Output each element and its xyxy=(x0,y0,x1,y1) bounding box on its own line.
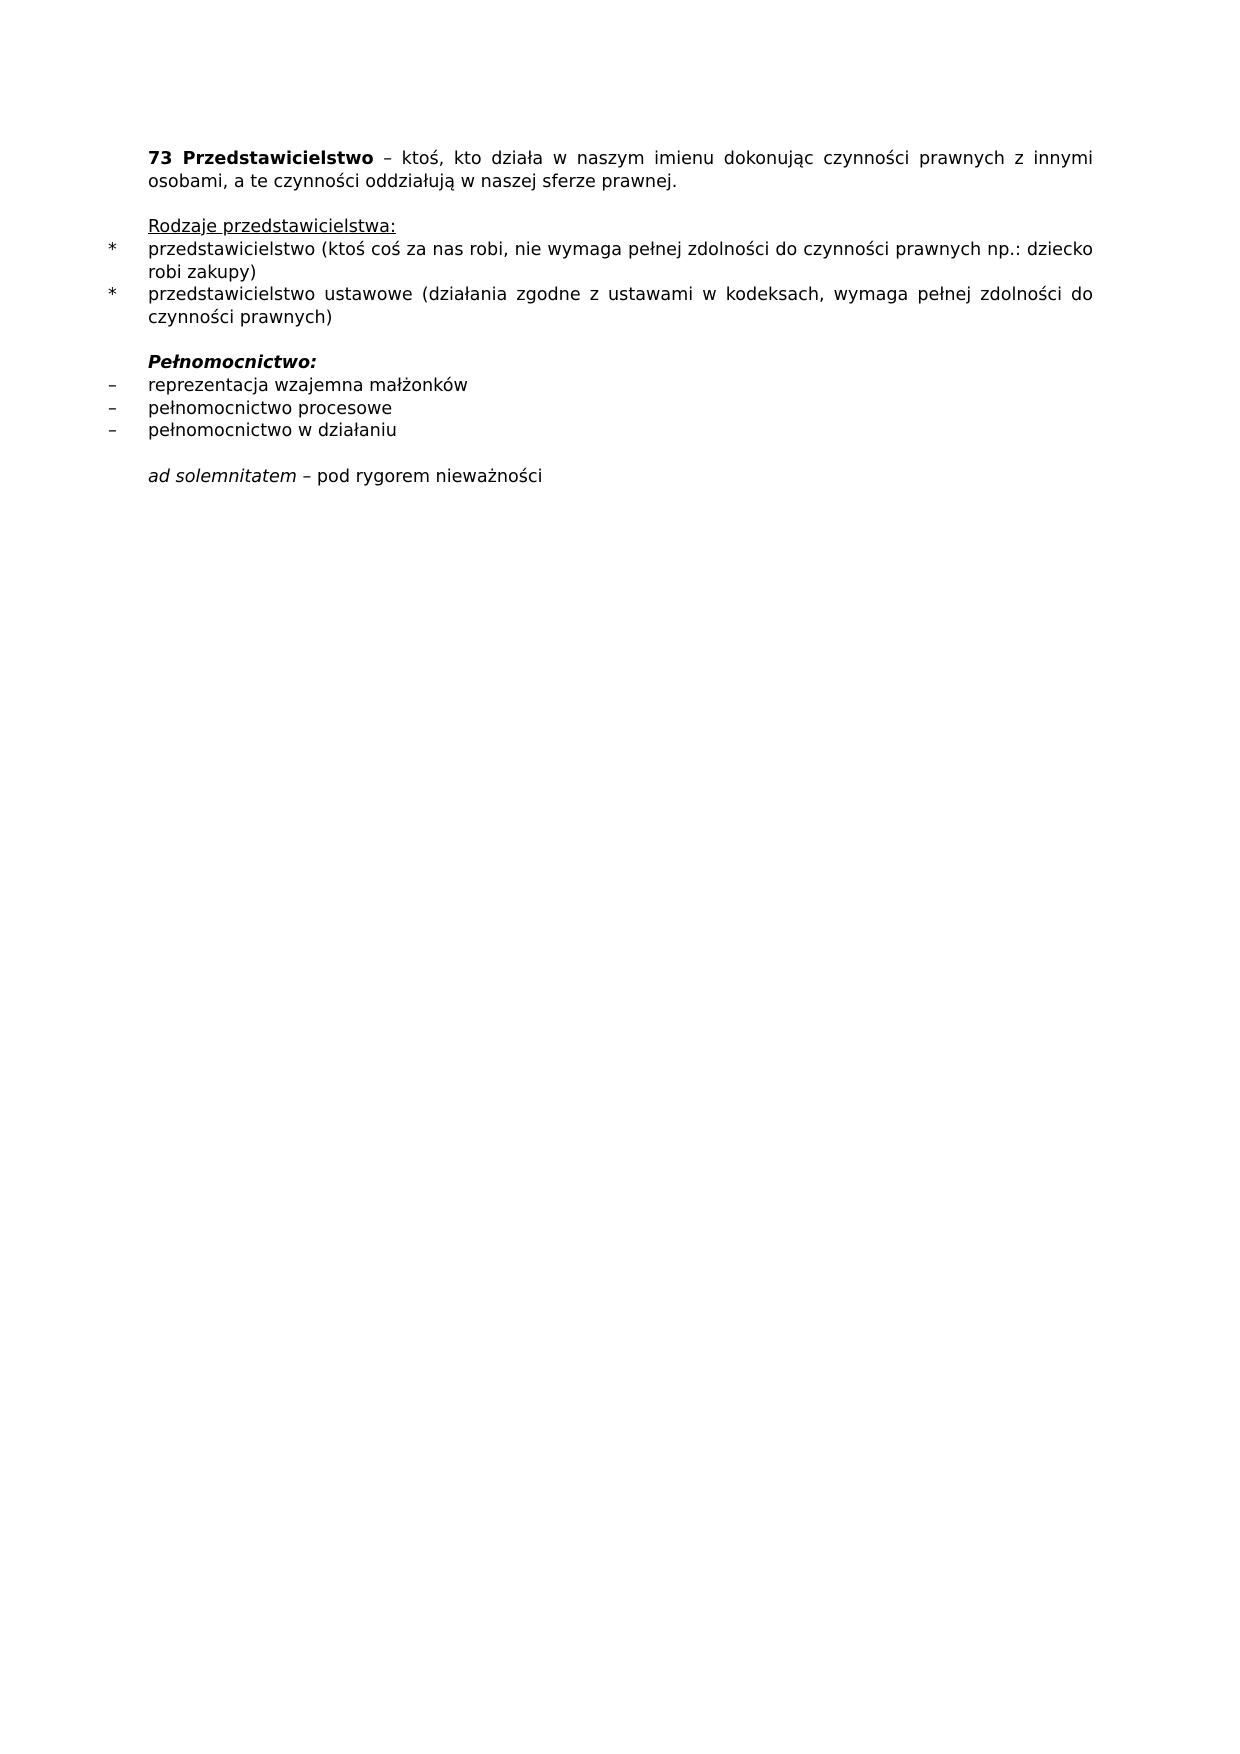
power-of-attorney-heading: Pełnomocnictwo: xyxy=(148,353,318,373)
dash-bullet-icon: – xyxy=(108,376,117,396)
list-item-text: reprezentacja wzajemna małżonków xyxy=(148,376,468,396)
list-item-text: przedstawicielstwo (ktoś coś za nas robi, nie wymaga pełnej zdolności do czynności prawnych np.: dziecko robi zakupy) xyxy=(148,240,1093,283)
list-item xyxy=(0,239,1240,284)
intro-text: ktoś, kto działa w naszym imienu dokonując czynności prawnych z innymi osobami, a te czynności oddziałują w naszej sferze prawnej. xyxy=(148,149,1094,192)
title-separator: – xyxy=(373,149,402,169)
power-of-attorney-list xyxy=(0,375,1240,443)
intro-paragraph xyxy=(148,148,1093,193)
latin-term-definition xyxy=(148,466,542,489)
dash-bullet-icon: – xyxy=(108,421,117,442)
term-definition: pod rygorem nieważności xyxy=(316,467,543,487)
list-item-text: pełnomocnictwo procesowe xyxy=(148,398,393,419)
types-heading: Rodzaje przedstawicielstwa: xyxy=(148,217,396,237)
list-item xyxy=(0,375,1240,398)
list-item xyxy=(0,420,1240,443)
list-item xyxy=(0,284,1240,329)
list-item xyxy=(0,398,1240,421)
dash-bullet-icon: – xyxy=(108,398,117,419)
types-list xyxy=(0,239,1240,329)
list-item-text: pełnomocnictwo w działaniu xyxy=(148,421,397,442)
term-separator: – xyxy=(296,467,317,487)
section-title: 73 Przedstawicielstwo xyxy=(148,149,374,169)
list-item-text: przedstawicielstwo ustawowe (działania zgodne z ustawami w kodeksach, wymaga pełnej zdolności do czynności prawnych) xyxy=(148,285,1093,328)
asterisk-bullet-icon: * xyxy=(108,240,117,260)
latin-term: ad solemnitatem xyxy=(148,467,297,487)
asterisk-bullet-icon: * xyxy=(108,285,117,306)
